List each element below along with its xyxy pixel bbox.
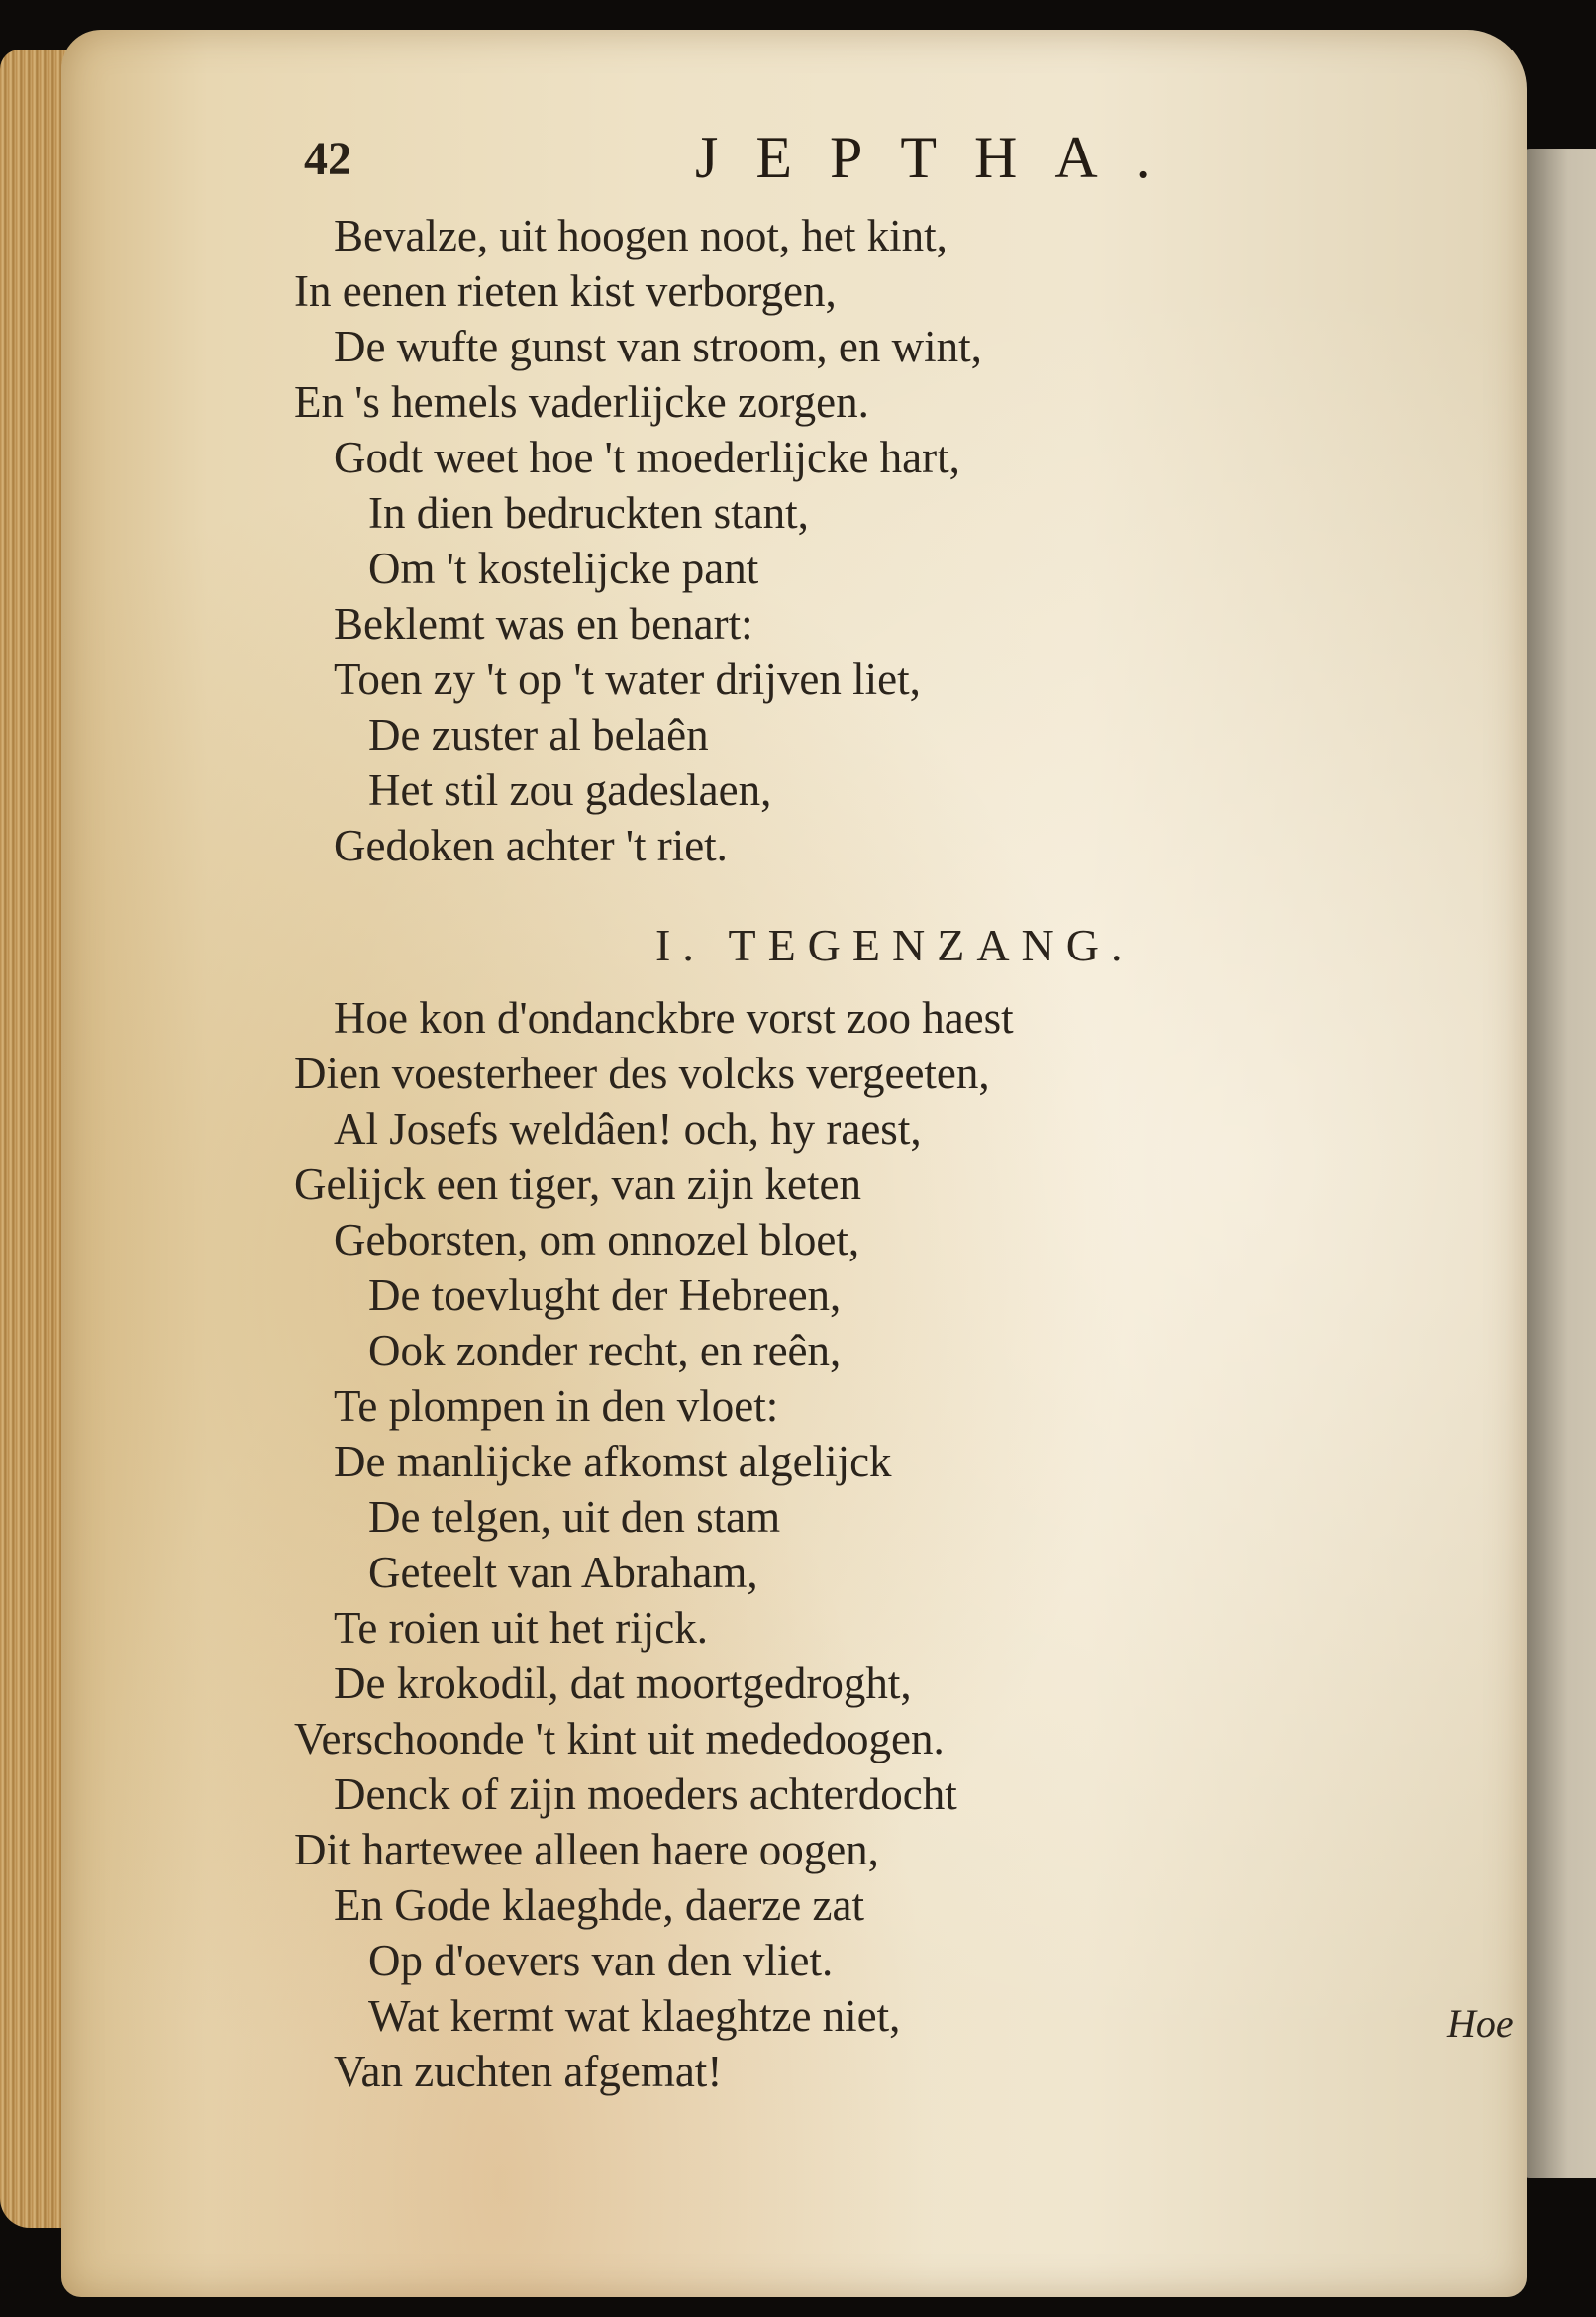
verse-line: Toen zy 't op 't water drijven liet, — [334, 655, 921, 704]
section-heading: I. TEGENZANG. — [655, 920, 1135, 970]
verse-line: Wat kermt wat klaeghtze niet, — [368, 1991, 901, 2041]
page-header — [61, 124, 1527, 203]
verse-line: Ook zonder recht, en reên, — [368, 1326, 842, 1375]
verse-line: Denck of zijn moeders achterdocht — [334, 1769, 957, 1819]
verse-line: Gedoken achter 't riet. — [334, 821, 728, 870]
verse-line: De wufte gunst van stroom, en wint, — [334, 322, 982, 371]
verse-line: Hoe kon d'ondanckbre vorst zoo haest — [334, 993, 1014, 1043]
page-number: 42 — [304, 133, 351, 185]
verse-line: Godt weet hoe 't moederlijcke hart, — [334, 433, 960, 482]
verse-line: Geborsten, om onnozel bloet, — [334, 1215, 860, 1264]
verse-line: Gelijck een tiger, van zijn keten — [294, 1159, 861, 1209]
verse-line: Verschoonde 't kint uit mededoogen. — [294, 1714, 945, 1763]
verse-line: Al Josefs weldâen! och, hy raest, — [334, 1104, 922, 1154]
book-page — [61, 30, 1527, 2297]
verse-line: De toevlught der Hebreen, — [368, 1270, 842, 1320]
verse-line: Geteelt van Abraham, — [368, 1548, 758, 1597]
verse-line: Dien voesterheer des volcks vergeeten, — [294, 1049, 990, 1098]
verse-line: Beklemt was en benart: — [334, 599, 753, 649]
verse-line: Te plompen in den vloet: — [334, 1381, 779, 1431]
verse-line: De manlijcke afkomst algelijck — [334, 1437, 892, 1486]
verse-line: De krokodil, dat moortgedroght, — [334, 1659, 912, 1708]
verse-line: Te roien uit het rijck. — [334, 1603, 708, 1653]
verse-line: De zuster al belaên — [368, 710, 709, 759]
verse-line: In eenen rieten kist verborgen, — [294, 266, 837, 316]
verse-line: Van zuchten afgemat! — [334, 2047, 723, 2096]
verse-line: Om 't kostelijcke pant — [368, 544, 759, 593]
running-title: JEPTHA. — [695, 125, 1188, 190]
verse-line: Bevalze, uit hoogen noot, het kint, — [334, 211, 948, 260]
show-through-text — [1269, 208, 1546, 2089]
catchword: Hoe — [1447, 2001, 1514, 2046]
verse-line: In dien bedruckten stant, — [368, 488, 809, 538]
verse-line: En Gode klaeghde, daerze zat — [334, 1880, 864, 1930]
verse-line: De telgen, uit den stam — [368, 1492, 781, 1542]
verse-line: En 's hemels vaderlijcke zorgen. — [294, 377, 869, 427]
verse-line: Dit hartewee alleen haere oogen, — [294, 1825, 879, 1874]
verse-line: Het stil zou gadeslaen, — [368, 765, 772, 815]
verse-line: Op d'oevers van den vliet. — [368, 1936, 834, 1985]
